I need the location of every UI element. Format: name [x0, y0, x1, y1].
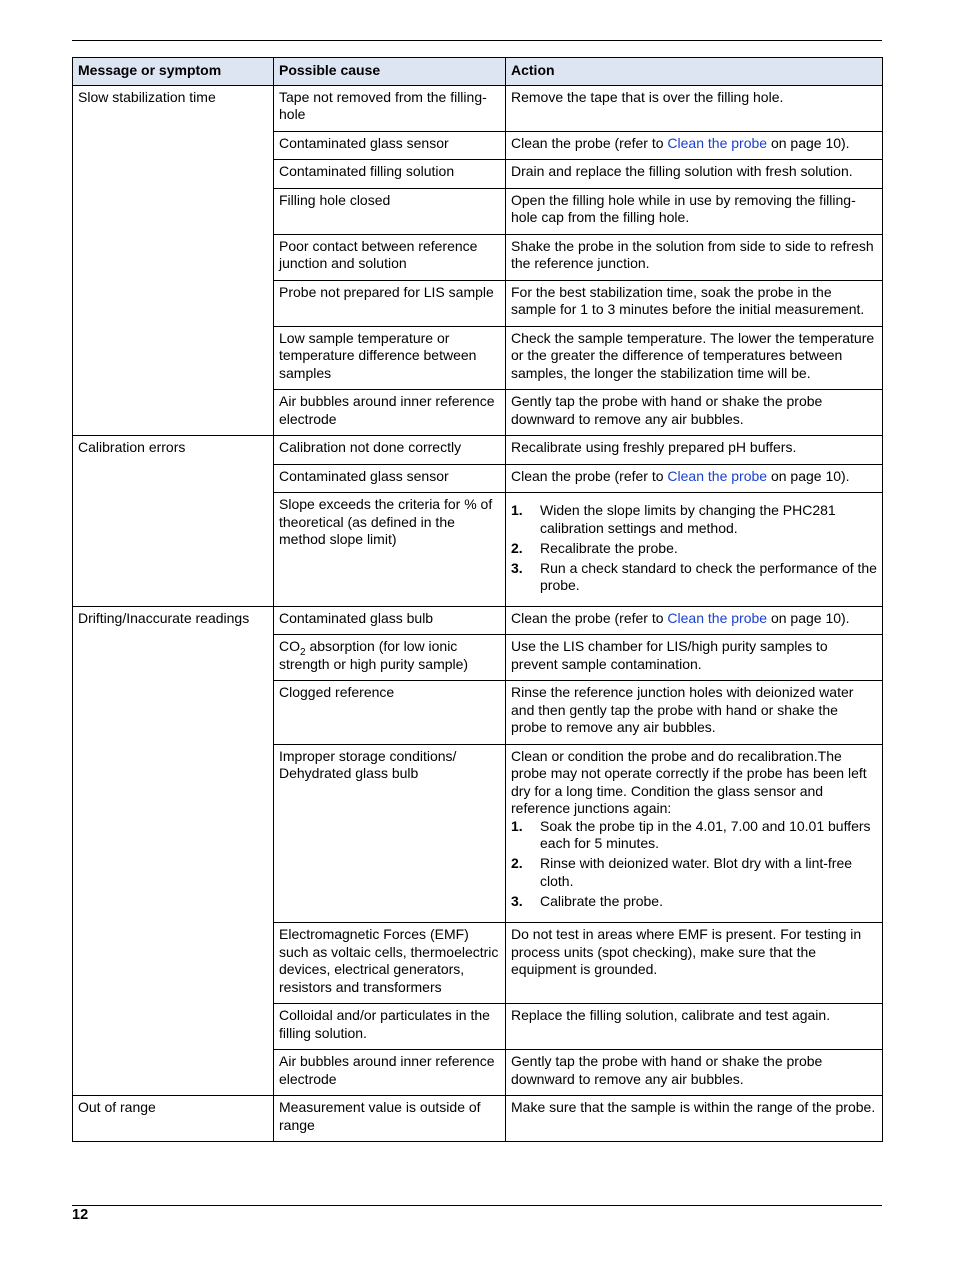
table-row: [73, 1096, 883, 1142]
action-text: on page 10).: [767, 609, 850, 626]
action-cell: Make sure that the sample is within the range of the probe.: [506, 1096, 883, 1142]
symptom-cell: Out of range: [73, 1096, 274, 1142]
cause-cell: Slope exceeds the criteria for % of theoretical (as defined in the method slope limit): [274, 493, 506, 607]
action-cell: Rinse the reference junction holes with deionized water and then gently tap the probe with hand or shake the probe to remove any air bubbles.: [506, 681, 883, 745]
step-number: 3.: [511, 892, 523, 909]
step-text: Calibrate the probe.: [540, 892, 663, 909]
cause-cell: Low sample temperature or temperature difference between samples: [274, 326, 506, 390]
action-cell: [506, 464, 883, 493]
action-cell: [506, 131, 883, 160]
step-item: [511, 893, 877, 911]
step-number: 2.: [511, 539, 523, 556]
clean-the-probe-link[interactable]: Clean the probe: [667, 609, 768, 626]
action-paragraph: Clean or condition the probe and do recalibration.The probe may not operate correctly if the probe has been left dry for a long time. Condition the glass sensor and reference junctions again:: [511, 747, 867, 816]
action-cell: [506, 606, 883, 635]
cause-text: absorption (for low ionic strength or high purity sample): [279, 638, 469, 672]
action-cell: [506, 493, 883, 607]
steps-list: [511, 502, 877, 595]
symptom-cell: Drifting/Inaccurate readings: [73, 606, 274, 1096]
cause-cell: Contaminated glass sensor: [274, 131, 506, 160]
action-text: on page 10).: [767, 134, 850, 151]
cause-cell: Improper storage conditions/ Dehydrated glass bulb: [274, 744, 506, 923]
cause-cell: Measurement value is outside of range: [274, 1096, 506, 1142]
column-header-cause: Possible cause: [274, 58, 506, 86]
cause-cell: Tape not removed from the filling-hole: [274, 85, 506, 131]
cause-cell: Filling hole closed: [274, 188, 506, 234]
table-row: [73, 85, 883, 131]
step-number: 1.: [511, 817, 523, 834]
symptom-cell: Slow stabilization time: [73, 85, 274, 436]
step-number: 1.: [511, 502, 523, 518]
action-cell: Check the sample temperature. The lower the temperature or the greater the difference of temperatures between samples, the longer the stabilization time will be.: [506, 326, 883, 390]
cause-cell: Poor contact between reference junction and solution: [274, 234, 506, 280]
step-item: [511, 540, 877, 558]
action-cell: Gently tap the probe with hand or shake the probe downward to remove any air bubbles.: [506, 390, 883, 436]
cause-cell: Probe not prepared for LIS sample: [274, 280, 506, 326]
subscript: 2: [300, 646, 306, 658]
header-rule: [72, 40, 882, 41]
table-header-row: [73, 58, 883, 86]
footer-rule: [72, 1205, 882, 1206]
step-text: Recalibrate the probe.: [540, 539, 678, 556]
action-cell: Recalibrate using freshly prepared pH buffers.: [506, 436, 883, 465]
action-cell: Open the filling hole while in use by removing the filling-hole cap from the filling hole.: [506, 188, 883, 234]
table-row: [73, 606, 883, 635]
step-item: [511, 818, 877, 853]
action-cell: Shake the probe in the solution from side to side to refresh the reference junction.: [506, 234, 883, 280]
clean-the-probe-link[interactable]: Clean the probe: [667, 467, 768, 484]
action-text: Clean the probe (refer to: [511, 134, 668, 151]
action-cell: For the best stabilization time, soak the probe in the sample for 1 to 3 minutes before the initial measurement.: [506, 280, 883, 326]
table-row: [73, 436, 883, 465]
action-cell: Gently tap the probe with hand or shake the probe downward to remove any air bubbles.: [506, 1050, 883, 1096]
action-text: Clean the probe (refer to: [511, 609, 668, 626]
cause-cell: [274, 635, 506, 681]
step-item: [511, 502, 877, 537]
step-text: Widen the slope limits by changing the PHC281 calibration settings and method.: [540, 502, 836, 536]
cause-cell: Contaminated glass sensor: [274, 464, 506, 493]
step-item: [511, 560, 877, 595]
cause-text: CO: [279, 638, 300, 654]
cause-cell: Calibration not done correctly: [274, 436, 506, 465]
clean-the-probe-link[interactable]: Clean the probe: [667, 134, 768, 151]
step-number: 2.: [511, 855, 523, 871]
cause-cell: Air bubbles around inner reference electrode: [274, 390, 506, 436]
steps-list: [511, 818, 877, 911]
page-number: 12: [72, 1207, 89, 1223]
action-cell: [506, 744, 883, 923]
step-number: 3.: [511, 559, 523, 576]
column-header-action: Action: [506, 58, 883, 86]
action-cell: Replace the filling solution, calibrate and test again.: [506, 1004, 883, 1050]
cause-cell: Clogged reference: [274, 681, 506, 745]
action-text: Clean the probe (refer to: [511, 467, 668, 484]
cause-cell: Colloidal and/or particulates in the filling solution.: [274, 1004, 506, 1050]
action-text: on page 10).: [767, 467, 850, 484]
action-cell: Remove the tape that is over the filling hole.: [506, 85, 883, 131]
cause-cell: Electromagnetic Forces (EMF) such as voltaic cells, thermoelectric devices, electrical generators, resistors and transformers: [274, 923, 506, 1004]
action-cell: Drain and replace the filling solution with fresh solution.: [506, 160, 883, 189]
step-text: Rinse with deionized water. Blot dry with a lint-free cloth.: [540, 855, 853, 889]
step-text: Run a check standard to check the performance of the probe.: [540, 559, 877, 593]
step-text: Soak the probe tip in the 4.01, 7.00 and 10.01 buffers each for 5 minutes.: [540, 817, 871, 851]
step-item: [511, 855, 877, 890]
cause-cell: Contaminated filling solution: [274, 160, 506, 189]
action-cell: Use the LIS chamber for LIS/high purity samples to prevent sample contamination.: [506, 635, 883, 681]
cause-cell: Air bubbles around inner reference electrode: [274, 1050, 506, 1096]
column-header-symptom: Message or symptom: [73, 58, 274, 86]
cause-cell: Contaminated glass bulb: [274, 606, 506, 635]
troubleshooting-table: [72, 57, 883, 1142]
action-cell: Do not test in areas where EMF is present. For testing in process units (spot checking), make sure that the equipment is grounded.: [506, 923, 883, 1004]
symptom-cell: Calibration errors: [73, 436, 274, 607]
